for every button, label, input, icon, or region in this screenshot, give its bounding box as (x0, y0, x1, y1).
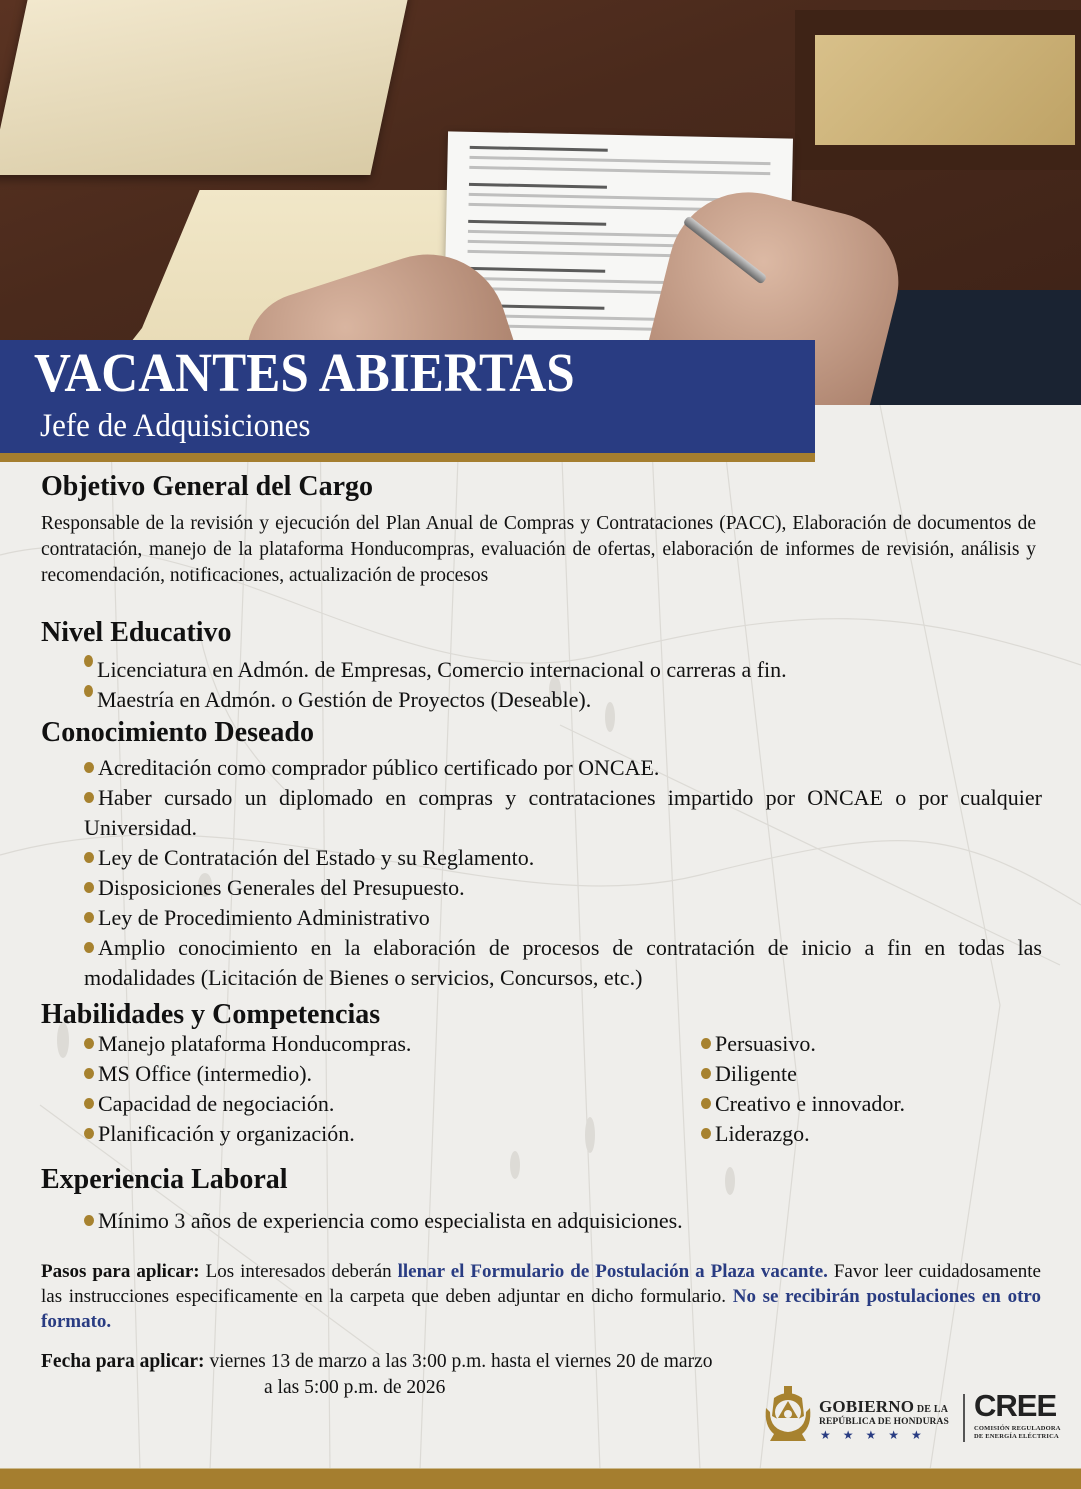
list-item: Acreditación como comprador público certificado por ONCAE. (84, 753, 659, 783)
section-heading-experiencia: Experiencia Laboral (41, 1164, 288, 1195)
bullet-icon (84, 1038, 94, 1049)
list-item: Liderazgo. (701, 1119, 810, 1149)
footer-gold-bar (0, 1468, 1081, 1489)
cree-logo: CREE (974, 1388, 1057, 1423)
list-item: Manejo plataforma Honducompras. (84, 1029, 411, 1059)
page-title: VACANTES ABIERTAS (34, 342, 575, 403)
section-heading-conocimiento: Conocimiento Deseado (41, 717, 314, 748)
list-item: Mínimo 3 años de experiencia como especialista en adquisiciones. (84, 1206, 683, 1236)
list-item: Amplio conocimiento en la elaboración de procesos de contratación de inicio a fin en todas las modalidades (Licitación de Bienes o servicios, Concursos, etc.) (84, 935, 1042, 990)
application-dates-line2: a las 5:00 p.m. de 2026 (264, 1377, 446, 1398)
bullet-icon (84, 685, 93, 697)
application-steps-label: Pasos para aplicar: (41, 1261, 200, 1282)
list-item: Ley de Contratación del Estado y su Reglamento. (84, 843, 534, 873)
bullet-icon (84, 1098, 94, 1109)
footer-logos (764, 1384, 1064, 1446)
banner-gold-stripe (0, 453, 815, 462)
republica-de-honduras-text: REPÚBLICA DE HONDURAS (819, 1417, 949, 1427)
bullet-icon (84, 655, 93, 667)
bullet-icon (84, 1215, 94, 1226)
list-item: Persuasivo. (701, 1029, 816, 1059)
bullet-icon (84, 1128, 94, 1139)
stacked-folders (0, 0, 410, 175)
list-item: MS Office (intermedio). (84, 1059, 312, 1089)
section-heading-objetivo: Objetivo General del Cargo (41, 471, 374, 502)
stars-icon: ★★★★★ (820, 1428, 934, 1442)
list-item: Disposiciones Generales del Presupuesto. (84, 873, 465, 903)
bullet-icon (84, 852, 94, 863)
position-title: Jefe de Adquisiciones (40, 408, 311, 444)
section-heading-habilidades: Habilidades y Competencias (41, 999, 381, 1030)
bullet-icon (701, 1098, 711, 1109)
bullet-icon (84, 1068, 94, 1079)
cree-subtitle: COMISIÓN REGULADORA DE ENERGÍA ELÉCTRICA (974, 1425, 1061, 1440)
section-heading-nivel-educativo: Nivel Educativo (41, 617, 232, 648)
list-item: Haber cursado un diplomado en compras y contrataciones impartido por ONCAE o por cualquier Universidad. (84, 785, 1042, 840)
bullet-icon (701, 1068, 711, 1079)
logo-divider (963, 1394, 965, 1442)
gobierno-wordmark: GOBIERNO DE LA (819, 1397, 949, 1416)
bullet-icon (84, 882, 94, 893)
application-form-link[interactable]: llenar el Formulario de Postulación a Plaza vacante. (397, 1261, 828, 1282)
bullet-icon (84, 762, 94, 773)
bullet-icon (84, 792, 94, 803)
bullet-icon (701, 1128, 711, 1139)
bullet-icon (701, 1038, 711, 1049)
format-notice: No se recibirán postulaciones en otro formato. (41, 1286, 1041, 1332)
list-item: Creativo e innovador. (701, 1089, 905, 1119)
list-item: Ley de Procedimiento Administrativo (84, 903, 430, 933)
desk-nameplate (795, 10, 1081, 170)
application-dates: Fecha para aplicar: viernes 13 de marzo a las 3:00 p.m. hasta el viernes 20 de marzo (41, 1351, 713, 1372)
list-item: Capacidad de negociación. (84, 1089, 334, 1119)
bullet-icon (84, 942, 94, 953)
list-item: Licenciatura en Admón. de Empresas, Comercio internacional o carreras a fin. (84, 655, 787, 685)
list-item: Diligente (701, 1059, 797, 1089)
list-item: Planificación y organización. (84, 1119, 355, 1149)
honduras-coat-of-arms-icon (764, 1386, 812, 1444)
objetivo-body: Responsable de la revisión y ejecución del Plan Anual de Compras y Contrataciones (PACC), Elaboración de documentos de contratación, manejo de la plataforma Honducompras, evaluación de ofertas, elaboración de informes de revisión, análisis y recomendación, notificaciones, actualización de procesos (41, 513, 1036, 586)
application-dates-label: Fecha para aplicar: (41, 1351, 205, 1372)
application-steps: Pasos para aplicar: Los interesados deberán llenar el Formulario de Postulación a Plaza vacante. Favor leer cuidadosamente las instrucciones especificamente en la carpeta que deben adjuntar en dicho formulario. No se recibirán postulaciones en otro formato. (41, 1261, 1041, 1332)
list-item: Maestría en Admón. o Gestión de Proyectos (Deseable). (84, 685, 591, 715)
bullet-icon (84, 912, 94, 923)
